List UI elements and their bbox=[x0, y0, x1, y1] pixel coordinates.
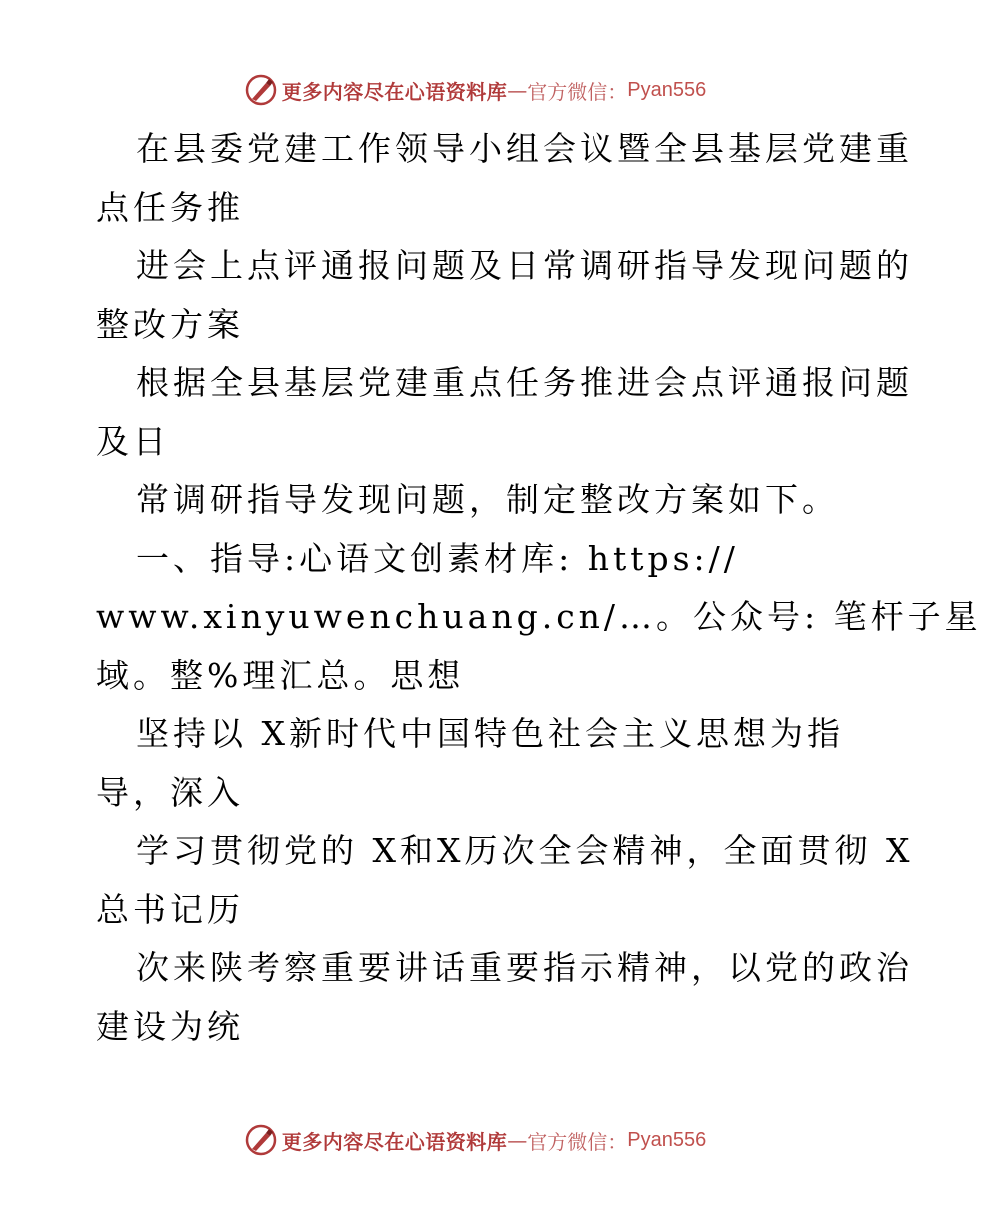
document-line: 进会上点评通报问题及日常调研指导发现问题的 bbox=[136, 246, 913, 285]
document-line: 导，深入 bbox=[96, 772, 244, 812]
document-line: 学习贯彻党的 X和X历次全会精神，全面贯彻 X bbox=[136, 831, 914, 870]
header-wechat-id: Pyan556 bbox=[627, 78, 707, 101]
document-line: 建设为统 bbox=[96, 1006, 244, 1046]
footer-wechat-id: Pyan556 bbox=[627, 1128, 707, 1151]
header-wechat-label: 官方微信： bbox=[527, 79, 628, 104]
document-line: 在县委党建工作领导小组会议暨全县基层党建重 bbox=[136, 129, 913, 168]
footer-banner bbox=[0, 1120, 950, 1160]
document-line: 坚持以 X新时代中国特色社会主义思想为指 bbox=[136, 714, 844, 753]
document-line: 常调研指导发现问题，制定整改方案如下。 bbox=[136, 480, 839, 519]
document-line: www.xinyuwenchuang.cn/…。公众号: 笔杆子星 bbox=[96, 597, 982, 636]
header-brand-text: 更多内容尽在心语资料库 bbox=[281, 79, 508, 104]
footer-separator: — bbox=[507, 1128, 528, 1152]
pen-circle-logo-icon bbox=[244, 1123, 278, 1157]
footer-brand-text: 更多内容尽在心语资料库 bbox=[281, 1129, 508, 1154]
document-line: 域。整%理汇总。思想 bbox=[96, 655, 465, 695]
pen-circle-logo-icon bbox=[244, 73, 278, 107]
document-line: 一、指导:心语文创素材库: https:// bbox=[136, 538, 739, 578]
document-line: 点任务推 bbox=[96, 187, 244, 227]
document-body bbox=[96, 120, 982, 1056]
document-line: 及日 bbox=[96, 421, 170, 461]
footer-wechat-label: 官方微信： bbox=[527, 1129, 628, 1154]
document-line: 总书记历 bbox=[96, 889, 244, 929]
header-banner bbox=[0, 70, 950, 110]
document-line: 根据全县基层党建重点任务推进会点评通报问题 bbox=[136, 363, 913, 402]
header-separator: — bbox=[507, 78, 528, 102]
document-line: 整改方案 bbox=[96, 304, 244, 344]
document-line: 次来陕考察重要讲话重要指示精神，以党的政治 bbox=[136, 948, 913, 987]
